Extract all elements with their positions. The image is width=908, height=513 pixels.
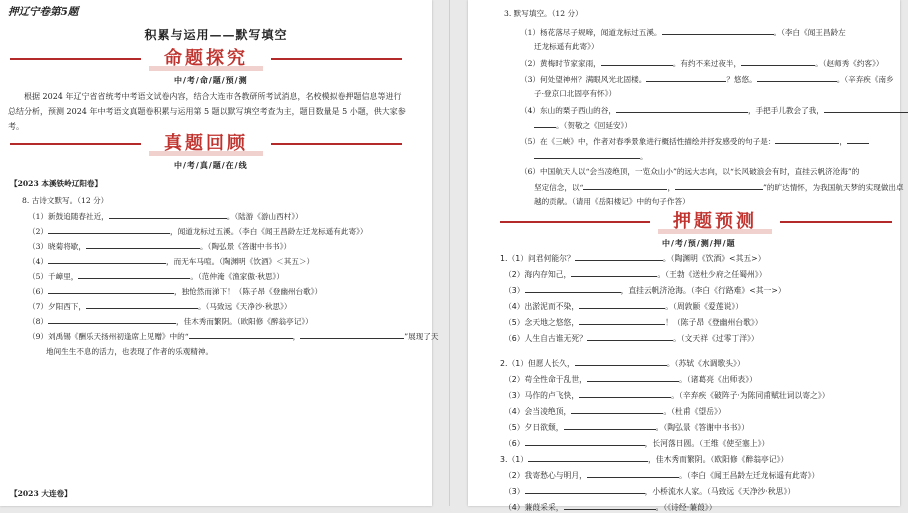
q3-item-3-continued: 子·登京口北固亭有怀》）: [534, 89, 617, 98]
recite-item-9-continued: 地间生生不息的活力，也表现了作者的乐观精神。: [46, 347, 214, 356]
prediction-3-2: （2）我寄愁心与明月， 。（李白《闻王昌龄左迁龙标遥有此寄》）: [504, 471, 820, 480]
answer-blank[interactable]: [757, 73, 837, 82]
question-3-heading: 3. 默写填空。（12 分）: [504, 9, 583, 18]
answer-blank[interactable]: [109, 210, 227, 219]
left-document-page: [0, 0, 439, 506]
prediction-1-3: （3） ，直挂云帆济沧海。（李白《行路难》<其一>）: [504, 286, 786, 295]
banner-mingti-label: 命题探究: [141, 46, 271, 72]
recite-item-2: （2） ，闻道龙标过五溪。（李白《闻王昌龄左迁龙标遥有此寄》）: [28, 227, 368, 236]
prediction-2-4: （4）会当凌绝顶， 。（杜甫《望岳》）: [504, 407, 726, 416]
prediction-2-2: （2）苟全性命于乱世， 。（诸葛亮《出师表》）: [504, 375, 757, 384]
recite-item-6: （6） ，独怆然而涕下！（陈子昂《登幽州台歌》）: [28, 287, 323, 296]
answer-blank[interactable]: [775, 135, 839, 144]
answer-blank[interactable]: [587, 469, 679, 478]
answer-blank[interactable]: [78, 270, 190, 279]
answer-blank[interactable]: [616, 104, 748, 113]
answer-blank[interactable]: [575, 252, 663, 261]
prediction-3-4: （4）蒹葭采采， 。（《诗经·蒹葭》）: [504, 503, 717, 512]
answer-blank[interactable]: [48, 255, 166, 264]
q3-item-4: （4）东山的栗子西山的谷， ，手把手儿教会了我，: [520, 104, 908, 116]
prediction-2-6: （6） ，长河落日圆。（王维《使至塞上》）: [504, 439, 770, 448]
recite-item-9: （9）刘禹锡《酬乐天扬州初逢席上见赠》中的“ ， ”展现了天: [28, 332, 439, 341]
answer-blank[interactable]: [579, 389, 671, 398]
q3-item-6-line3: 越的贡献。（请用《岳阳楼记》中的句子作答）: [534, 197, 690, 206]
banner-zhenti-label: 真题回顾: [141, 131, 271, 157]
answer-blank[interactable]: [587, 332, 673, 341]
prediction-1-2: （2）海内存知己， 。（王勃《送杜少府之任蜀州》）: [504, 270, 767, 279]
prediction-1-1: 1.（1）问君何能尔？ 。（陶渊明《饮酒》<其五>）: [500, 254, 766, 263]
prediction-2-3: （3）马作的卢飞快， 。（辛弃疾《破阵子·为陈同甫赋壮词以寄之》）: [504, 391, 830, 400]
answer-blank[interactable]: [189, 330, 293, 339]
prediction-1-4: （4）出淤泥而不染， 。（周敦颐《爱莲说》）: [504, 302, 744, 311]
subtitle-zhenti: 中/考/真/题/在/线: [174, 161, 248, 170]
answer-blank[interactable]: [534, 119, 556, 128]
q3-item-4-continued: 。（贺敬之《回延安》）: [534, 119, 632, 131]
q3-item-5-continued: 。: [534, 150, 648, 162]
answer-blank[interactable]: [601, 57, 673, 66]
subtitle-yati: 中/考/预/测/押/题: [662, 239, 736, 248]
answer-blank[interactable]: [824, 104, 908, 113]
answer-blank[interactable]: [579, 300, 665, 309]
answer-blank[interactable]: [847, 135, 869, 144]
recite-item-1: （1）新鼓追随春社近， 。（陆游《游山西村》）: [28, 212, 303, 221]
answer-blank[interactable]: [579, 316, 665, 325]
answer-blank[interactable]: [571, 405, 663, 414]
answer-blank[interactable]: [525, 485, 645, 494]
banner-zhenti: [10, 131, 402, 157]
answer-blank[interactable]: [48, 225, 170, 234]
answer-blank[interactable]: [571, 268, 657, 277]
answer-blank[interactable]: [564, 421, 656, 430]
recite-item-4: （4） ，而无车马喧。（陶渊明《饮酒》＜其五＞）: [28, 257, 315, 266]
q3-item-5: （5）在《三峡》中，作者对春季景象进行概括性描绘并抒发感受的句子是： ，: [520, 135, 869, 147]
q3-item-6: （6）中国航天人以“会当凌绝顶，一览众山小”的远大志向，以“长风破浪会有时，直挂云帆济沧海”的: [520, 167, 860, 176]
answer-blank[interactable]: [86, 300, 198, 309]
answer-blank[interactable]: [525, 437, 645, 446]
q3-item-3: （3）何处望神州？满眼风光北固楼。 ？悠悠。 。（辛弃疾《南乡: [520, 75, 894, 84]
answer-blank[interactable]: [583, 181, 667, 190]
banner-yati-label: 押题预测: [650, 209, 780, 235]
source-label: 【2023 本溪铁岭辽阳卷】: [10, 179, 103, 188]
answer-blank[interactable]: [662, 26, 774, 35]
subtitle-mingti: 中/考/命/题/预/测: [174, 76, 248, 85]
answer-blank[interactable]: [300, 330, 404, 339]
answer-blank[interactable]: [525, 284, 621, 293]
banner-mingti: [10, 46, 402, 72]
q3-item-1-continued: 迁龙标遥有此寄》）: [534, 42, 599, 51]
recite-item-7: （7）夕阳西下， 。（马致远《天净沙·秋思》）: [28, 302, 292, 311]
right-document-page: [468, 0, 904, 512]
q3-item-1: （1）杨花落尽子规啼，闻道龙标过五溪。 。（李白《闻王昌龄左: [520, 28, 846, 37]
answer-blank[interactable]: [48, 315, 176, 324]
recite-item-8: （8） ，佳木秀而繁阴。（欧阳修《醉翁亭记》）: [28, 317, 313, 326]
q3-item-2: （2）黄梅时节家家雨， 。有约不来过夜半， 。（赵师秀《约客》）: [520, 59, 884, 68]
q3-item-6-line2: 坚定信念，以“ ， ”的旷达情怀，为我国航天梦的实现做出卓: [534, 183, 904, 192]
answer-blank[interactable]: [741, 57, 815, 66]
recite-item-5: （5）千嶂里， 。（范仲淹《渔家傲·秋思》）: [28, 272, 284, 281]
header-title: 押辽宁卷第5题: [8, 6, 79, 18]
answer-blank[interactable]: [86, 240, 200, 249]
answer-blank[interactable]: [675, 181, 763, 190]
answer-blank[interactable]: [564, 501, 656, 510]
main-title: 积累与运用——默写填空: [144, 28, 288, 42]
answer-blank[interactable]: [646, 73, 726, 82]
answer-blank[interactable]: [587, 373, 679, 382]
intro-paragraph: 根据 2024 年辽宁省省统考中考语文试卷内容，结合大连市各教研所考试消息，名校模拟卷押题信息等进行总结分析，预测 2024 年中考语文真题卷积累与运用第 5 题以默写填空考查为主，题目数量是 5 小题，供大家参考。: [8, 92, 406, 131]
banner-yati: [500, 209, 892, 235]
prediction-1-5: （5）念天地之悠悠， ！（陈子昂《登幽州台歌》）: [504, 318, 763, 327]
prediction-2-5: （5）夕日欲颓， 。（陶弘景《答谢中书书》）: [504, 423, 750, 432]
answer-blank[interactable]: [575, 357, 667, 366]
answer-blank[interactable]: [48, 285, 174, 294]
source-label-2: 【2023 大连卷】: [10, 489, 72, 498]
prediction-3-3: （3） ，小桥流水人家。（马致远《天净沙·秋思》）: [504, 487, 796, 496]
question-heading: 8. 古诗文默写。（12 分）: [22, 196, 109, 205]
prediction-2-1: 2.（1）但愿人长久， 。（苏轼《水调歌头》）: [500, 359, 745, 368]
prediction-1-6: （6）人生自古谁无死？ 。（文天祥《过零丁洋》）: [504, 334, 759, 343]
answer-blank[interactable]: [534, 150, 640, 159]
answer-blank[interactable]: [528, 453, 648, 462]
recite-item-3: （3）晓菊将歇， 。（陶弘景《答谢中书书》）: [28, 242, 292, 251]
prediction-3-1: 3.（1） ，佳木秀而繁阴。（欧阳修《醉翁亭记》）: [500, 455, 789, 464]
